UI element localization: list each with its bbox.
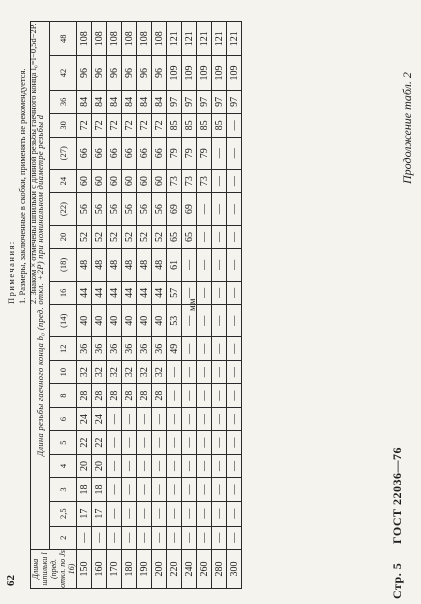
table-cell: 84 bbox=[137, 90, 152, 113]
table-cell: 57 bbox=[167, 281, 182, 304]
length-cell: 180 bbox=[122, 550, 137, 589]
table-cell: 17 bbox=[92, 501, 107, 526]
table-cell: 66 bbox=[122, 137, 137, 169]
table-cell: — bbox=[227, 249, 242, 281]
table-cell: — bbox=[212, 281, 227, 304]
diameter-header-cell: 42 bbox=[50, 56, 77, 90]
table-cell: 73 bbox=[197, 169, 212, 192]
table-cell: — bbox=[167, 431, 182, 454]
table-cell: 56 bbox=[122, 193, 137, 225]
table-cell: 72 bbox=[107, 114, 122, 137]
table-cell: 52 bbox=[152, 225, 167, 248]
table-cell: 61 bbox=[167, 249, 182, 281]
table-cell: 28 bbox=[107, 384, 122, 407]
table-cell: 17 bbox=[77, 501, 92, 526]
table-cell: — bbox=[212, 137, 227, 169]
table-cell: — bbox=[227, 281, 242, 304]
table-cell: — bbox=[182, 305, 197, 337]
table-cell: — bbox=[227, 305, 242, 337]
table-cell: 72 bbox=[77, 114, 92, 137]
continuation-caption: Продолжение табл. 2 bbox=[400, 72, 414, 184]
table-cell: 79 bbox=[182, 137, 197, 169]
table-cell: 44 bbox=[107, 281, 122, 304]
table-cell: — bbox=[137, 454, 152, 477]
table-cell: — bbox=[167, 360, 182, 383]
diameter-header-cell: (27) bbox=[50, 137, 77, 169]
table-cell: — bbox=[212, 360, 227, 383]
table-cell: — bbox=[227, 407, 242, 430]
table-cell: 85 bbox=[167, 114, 182, 137]
table-cell: 36 bbox=[107, 337, 122, 360]
table-cell: — bbox=[167, 407, 182, 430]
table-cell: — bbox=[152, 454, 167, 477]
table-cell: 60 bbox=[122, 169, 137, 192]
length-cell: 190 bbox=[137, 550, 152, 589]
table-cell: — bbox=[167, 384, 182, 407]
table-cell: — bbox=[152, 526, 167, 549]
table-cell: 32 bbox=[92, 360, 107, 383]
diameter-header-cell: 30 bbox=[50, 114, 77, 137]
page-number: 62 bbox=[5, 575, 17, 586]
table-cell: 96 bbox=[77, 56, 92, 90]
table-cell: 96 bbox=[137, 56, 152, 90]
table-cell: 48 bbox=[137, 249, 152, 281]
table-row bbox=[182, 22, 197, 589]
table-cell: 28 bbox=[152, 384, 167, 407]
table-cell: 85 bbox=[182, 114, 197, 137]
table-cell: 36 bbox=[152, 337, 167, 360]
table-cell: 66 bbox=[92, 137, 107, 169]
table-cell: — bbox=[227, 114, 242, 137]
table-cell: 73 bbox=[167, 169, 182, 192]
table-cell: 85 bbox=[212, 114, 227, 137]
notes-block bbox=[6, 4, 39, 304]
length-cell: 280 bbox=[212, 550, 227, 589]
diameter-header-cell: 20 bbox=[50, 225, 77, 248]
table-cell: — bbox=[197, 305, 212, 337]
table-cell: — bbox=[122, 431, 137, 454]
diameter-header-cell: 3 bbox=[50, 478, 77, 501]
table-cell: 48 bbox=[152, 249, 167, 281]
table-cell: 56 bbox=[77, 193, 92, 225]
table-cell: 109 bbox=[227, 56, 242, 90]
table-cell: 44 bbox=[137, 281, 152, 304]
diameter-header-cell: 8 bbox=[50, 384, 77, 407]
table-cell: 109 bbox=[167, 56, 182, 90]
table-cell: 40 bbox=[137, 305, 152, 337]
table-cell: 97 bbox=[197, 90, 212, 113]
table-cell: 121 bbox=[227, 22, 242, 56]
table-row bbox=[77, 22, 92, 589]
table-row bbox=[152, 22, 167, 589]
table-cell: 28 bbox=[92, 384, 107, 407]
table-cell: — bbox=[107, 526, 122, 549]
length-cell: 240 bbox=[182, 550, 197, 589]
table-cell: — bbox=[152, 431, 167, 454]
table-cell: 18 bbox=[77, 478, 92, 501]
length-cell: 150 bbox=[77, 550, 92, 589]
table-cell: 96 bbox=[122, 56, 137, 90]
table-cell: — bbox=[197, 478, 212, 501]
table-cell: 48 bbox=[92, 249, 107, 281]
table-cell: — bbox=[212, 305, 227, 337]
notes-title: Примечания: bbox=[6, 240, 16, 304]
table-cell: 20 bbox=[77, 454, 92, 477]
table-cell: 108 bbox=[107, 22, 122, 56]
table-cell: — bbox=[107, 454, 122, 477]
diameter-header-cell: (18) bbox=[50, 249, 77, 281]
length-cell: 170 bbox=[107, 550, 122, 589]
table-cell: 65 bbox=[182, 225, 197, 248]
table-cell: 36 bbox=[77, 337, 92, 360]
table-cell: 79 bbox=[197, 137, 212, 169]
table-cell: 24 bbox=[77, 407, 92, 430]
page-label: Стр. 5 bbox=[390, 562, 404, 599]
table-cell: 121 bbox=[197, 22, 212, 56]
table-cell: 69 bbox=[182, 193, 197, 225]
table-cell: — bbox=[227, 193, 242, 225]
length-cell: 300 bbox=[227, 550, 242, 589]
table-cell: — bbox=[152, 501, 167, 526]
table-cell: 66 bbox=[137, 137, 152, 169]
note-item: 1. Размеры, заключенные в скобки, применять не рекомендуется. bbox=[17, 68, 27, 304]
table-cell: 108 bbox=[152, 22, 167, 56]
diameter-header-cell: 16 bbox=[50, 281, 77, 304]
table-cell: 36 bbox=[137, 337, 152, 360]
table-cell: 84 bbox=[77, 90, 92, 113]
table-cell: 32 bbox=[107, 360, 122, 383]
table-cell: 69 bbox=[167, 193, 182, 225]
table-cell: — bbox=[227, 478, 242, 501]
table-cell: 22 bbox=[77, 431, 92, 454]
table-row bbox=[212, 22, 227, 589]
table-cell: 96 bbox=[92, 56, 107, 90]
table-cell: — bbox=[122, 407, 137, 430]
table-cell: 66 bbox=[107, 137, 122, 169]
table-cell: — bbox=[122, 501, 137, 526]
table-cell: — bbox=[212, 249, 227, 281]
table-cell: — bbox=[197, 193, 212, 225]
table-cell: — bbox=[152, 407, 167, 430]
span-header: Длина резьбы гаечного конца b₀ (пред. откл. +2P) при номинальном диаметре резьбы d bbox=[31, 22, 50, 550]
table-cell: — bbox=[122, 454, 137, 477]
table-cell: — bbox=[212, 407, 227, 430]
table-cell: 60 bbox=[77, 169, 92, 192]
diameter-header-cell: 36 bbox=[50, 90, 77, 113]
table-cell: — bbox=[137, 501, 152, 526]
table-cell: 56 bbox=[137, 193, 152, 225]
table-cell: 109 bbox=[197, 56, 212, 90]
table-cell: — bbox=[182, 526, 197, 549]
table-cell: 108 bbox=[137, 22, 152, 56]
table-cell: 32 bbox=[77, 360, 92, 383]
table-cell: 97 bbox=[227, 90, 242, 113]
length-cell: 160 bbox=[92, 550, 107, 589]
table-cell: 121 bbox=[167, 22, 182, 56]
table-cell: 121 bbox=[182, 22, 197, 56]
table-cell: — bbox=[227, 454, 242, 477]
table-row bbox=[107, 22, 122, 589]
diameter-header-cell: 6 bbox=[50, 407, 77, 430]
table-cell: — bbox=[107, 478, 122, 501]
table-cell: — bbox=[182, 478, 197, 501]
table-cell: 44 bbox=[92, 281, 107, 304]
table-cell: 97 bbox=[167, 90, 182, 113]
length-cell: 260 bbox=[197, 550, 212, 589]
table-cell: — bbox=[107, 407, 122, 430]
table-cell: — bbox=[212, 384, 227, 407]
table-cell: 48 bbox=[122, 249, 137, 281]
table-cell: 56 bbox=[107, 193, 122, 225]
table-cell: 52 bbox=[122, 225, 137, 248]
table-cell: 28 bbox=[137, 384, 152, 407]
table-cell: — bbox=[227, 384, 242, 407]
table-cell: 96 bbox=[107, 56, 122, 90]
table-cell: — bbox=[197, 249, 212, 281]
table-cell: — bbox=[182, 249, 197, 281]
table-cell: — bbox=[77, 526, 92, 549]
table-cell: — bbox=[92, 526, 107, 549]
table-cell: — bbox=[197, 431, 212, 454]
length-cell: 220 bbox=[167, 550, 182, 589]
table-cell: 60 bbox=[92, 169, 107, 192]
table-cell: — bbox=[152, 478, 167, 501]
table-cell: — bbox=[137, 431, 152, 454]
table-row bbox=[137, 22, 152, 589]
table-cell: — bbox=[137, 478, 152, 501]
table-cell: — bbox=[167, 526, 182, 549]
table-cell: 36 bbox=[122, 337, 137, 360]
table-cell: — bbox=[197, 360, 212, 383]
table-cell: 40 bbox=[152, 305, 167, 337]
table-cell: — bbox=[212, 337, 227, 360]
diameter-header-cell: 10 bbox=[50, 360, 77, 383]
table-cell: — bbox=[137, 407, 152, 430]
table-cell: — bbox=[122, 478, 137, 501]
table-cell: 48 bbox=[107, 249, 122, 281]
table-cell: — bbox=[227, 225, 242, 248]
diameter-header-cell: 48 bbox=[50, 22, 77, 56]
table-cell: — bbox=[197, 501, 212, 526]
table-cell: 56 bbox=[92, 193, 107, 225]
diameter-header-row bbox=[50, 22, 77, 589]
table-cell: 53 bbox=[167, 305, 182, 337]
row-header: Длина шпильки l (пред. откл. по Js 16) bbox=[31, 550, 76, 588]
table-cell: 66 bbox=[152, 137, 167, 169]
diameter-header-cell: (14) bbox=[50, 305, 77, 337]
table-cell: — bbox=[182, 337, 197, 360]
table-cell: 79 bbox=[167, 137, 182, 169]
table-cell: 72 bbox=[92, 114, 107, 137]
table-cell: 73 bbox=[182, 169, 197, 192]
table-cell: — bbox=[212, 431, 227, 454]
table-cell: 52 bbox=[77, 225, 92, 248]
table-cell: — bbox=[122, 526, 137, 549]
table-cell: — bbox=[197, 384, 212, 407]
table-cell: — bbox=[227, 526, 242, 549]
table-cell: 22 bbox=[92, 431, 107, 454]
table-cell: — bbox=[167, 501, 182, 526]
table-cell: — bbox=[182, 384, 197, 407]
table-cell: — bbox=[227, 501, 242, 526]
table-cell: — bbox=[227, 360, 242, 383]
table-cell: — bbox=[227, 337, 242, 360]
table-cell: 60 bbox=[152, 169, 167, 192]
table-cell: 44 bbox=[152, 281, 167, 304]
table-cell: — bbox=[167, 454, 182, 477]
table-cell: 84 bbox=[92, 90, 107, 113]
diameter-header-cell: 4 bbox=[50, 454, 77, 477]
table-cell: 40 bbox=[122, 305, 137, 337]
table-cell: — bbox=[212, 169, 227, 192]
table-cell: 40 bbox=[107, 305, 122, 337]
table-cell: — bbox=[227, 431, 242, 454]
table-cell: — bbox=[212, 526, 227, 549]
table-cell: 65 bbox=[167, 225, 182, 248]
diameter-header-cell: 5 bbox=[50, 431, 77, 454]
table-cell: 48 bbox=[77, 249, 92, 281]
table-cell: — bbox=[227, 137, 242, 169]
table-cell: — bbox=[197, 526, 212, 549]
length-cell: 200 bbox=[152, 550, 167, 589]
table-body bbox=[77, 22, 242, 589]
table-cell: 44 bbox=[77, 281, 92, 304]
table-cell: 72 bbox=[152, 114, 167, 137]
table-cell: — bbox=[182, 501, 197, 526]
table-cell: 40 bbox=[92, 305, 107, 337]
table-cell: — bbox=[197, 407, 212, 430]
table-cell: 66 bbox=[77, 137, 92, 169]
table-cell: — bbox=[182, 281, 197, 304]
diameter-header-cell: (22) bbox=[50, 193, 77, 225]
table-cell: 52 bbox=[137, 225, 152, 248]
note-item: 2. Знаком × отмечены шпильки с длиной резьбы гаечного конца l₀=l−0,5d−2P. bbox=[28, 23, 38, 304]
diameter-header-cell: 2 bbox=[50, 526, 77, 549]
table-cell: 60 bbox=[137, 169, 152, 192]
table-cell: — bbox=[212, 193, 227, 225]
table-cell: — bbox=[212, 478, 227, 501]
table-cell: 97 bbox=[212, 90, 227, 113]
table-cell: 52 bbox=[107, 225, 122, 248]
table-cell: 32 bbox=[152, 360, 167, 383]
table-cell: — bbox=[182, 360, 197, 383]
standard-number: ГОСТ 22036—76 bbox=[390, 447, 404, 544]
table-cell: — bbox=[167, 478, 182, 501]
table-cell: 84 bbox=[107, 90, 122, 113]
table-cell: — bbox=[182, 454, 197, 477]
table-cell: — bbox=[212, 454, 227, 477]
table-cell: 40 bbox=[77, 305, 92, 337]
table-cell: 72 bbox=[122, 114, 137, 137]
table-cell: 85 bbox=[197, 114, 212, 137]
table-cell: 36 bbox=[92, 337, 107, 360]
table-cell: 28 bbox=[77, 384, 92, 407]
table-cell: 20 bbox=[92, 454, 107, 477]
table-cell: 32 bbox=[122, 360, 137, 383]
table-cell: — bbox=[212, 501, 227, 526]
table-cell: 72 bbox=[137, 114, 152, 137]
diameter-header-cell: 24 bbox=[50, 169, 77, 192]
thread-length-table bbox=[30, 21, 242, 589]
unit-label: мм bbox=[187, 297, 197, 311]
table-row bbox=[92, 22, 107, 589]
table-cell: — bbox=[197, 337, 212, 360]
table-cell: 52 bbox=[92, 225, 107, 248]
table-cell: 121 bbox=[212, 22, 227, 56]
table-cell: — bbox=[107, 501, 122, 526]
table-cell: 109 bbox=[212, 56, 227, 90]
table-cell: 96 bbox=[152, 56, 167, 90]
table-cell: 109 bbox=[182, 56, 197, 90]
table-cell: — bbox=[212, 225, 227, 248]
table-cell: 18 bbox=[92, 478, 107, 501]
table-row bbox=[122, 22, 137, 589]
diameter-header-cell: 12 bbox=[50, 337, 77, 360]
table-cell: 108 bbox=[77, 22, 92, 56]
table-cell: 84 bbox=[152, 90, 167, 113]
table-cell: 28 bbox=[122, 384, 137, 407]
table-row bbox=[167, 22, 182, 589]
table-cell: — bbox=[197, 225, 212, 248]
table-cell: 49 bbox=[167, 337, 182, 360]
table-cell: 108 bbox=[122, 22, 137, 56]
table-cell: 60 bbox=[107, 169, 122, 192]
table-cell: — bbox=[197, 454, 212, 477]
table-row bbox=[197, 22, 212, 589]
table-cell: 84 bbox=[122, 90, 137, 113]
table-cell: — bbox=[182, 431, 197, 454]
table-cell: 97 bbox=[182, 90, 197, 113]
table-cell: — bbox=[137, 526, 152, 549]
table-cell: 24 bbox=[92, 407, 107, 430]
table-cell: 44 bbox=[122, 281, 137, 304]
table-cell: — bbox=[227, 169, 242, 192]
table-cell: 32 bbox=[137, 360, 152, 383]
diameter-header-cell: 2,5 bbox=[50, 501, 77, 526]
table-cell: — bbox=[182, 407, 197, 430]
table-cell: — bbox=[197, 281, 212, 304]
table-row bbox=[227, 22, 242, 589]
table-cell: 108 bbox=[92, 22, 107, 56]
table-cell: — bbox=[107, 431, 122, 454]
table-cell: 56 bbox=[152, 193, 167, 225]
